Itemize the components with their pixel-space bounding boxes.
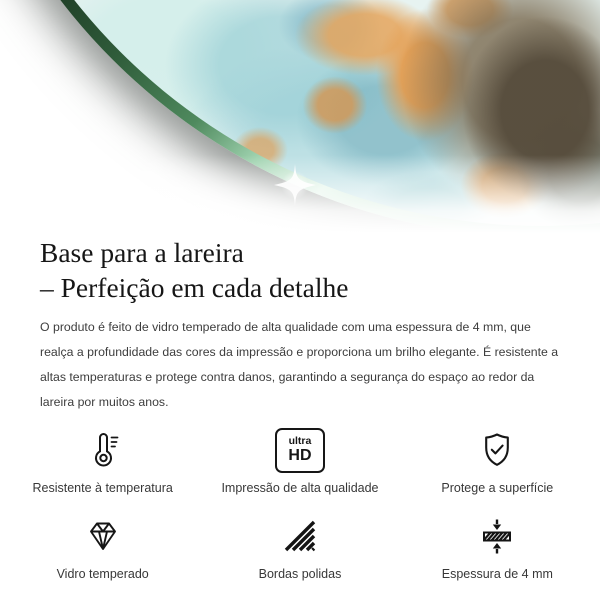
feature-temperature	[4, 427, 201, 495]
feature-polished-edges	[201, 513, 398, 581]
feature-label: Resistente à temperatura	[32, 481, 173, 495]
photo-bottom-fade	[0, 155, 600, 233]
feature-icon-box	[83, 427, 123, 473]
product-description: O produto é feito de vidro temperado de alta qualidade com uma espessura de 4 mm, que realça a profundidade das cores da impressão e proporciona um brilho elegante. É resistente a altas temperaturas e protege contra danos, garantindo a segurança do espaço ao redor da lareira por muitos anos.	[40, 320, 559, 409]
feature-thickness	[399, 513, 596, 581]
feature-icon-box	[83, 513, 123, 559]
thickness-4mm-icon	[477, 516, 517, 556]
feature-label: Vidro temperado	[56, 567, 149, 581]
ultra-hd-icon-text-top: ultra	[288, 435, 312, 448]
polished-edges-icon	[280, 516, 320, 556]
feature-tempered-glass	[4, 513, 201, 581]
page-title	[0, 235, 600, 305]
feature-icon-box	[275, 427, 325, 473]
ultra-hd-icon-text-bottom: HD	[288, 446, 312, 464]
feature-icon-box	[477, 427, 517, 473]
feature-surface-protection	[399, 427, 596, 495]
diamond-icon	[83, 516, 123, 556]
product-photo	[0, 0, 600, 233]
feature-label: Espessura de 4 mm	[441, 567, 553, 581]
feature-print-quality	[201, 427, 398, 495]
feature-label: Protege a superfície	[441, 481, 554, 495]
features-grid	[0, 427, 600, 581]
page-title-line1: Base para a lareira	[40, 237, 244, 268]
feature-label: Impressão de alta qualidade	[221, 481, 379, 495]
ultra-hd-icon	[275, 428, 325, 473]
thermometer-icon	[83, 430, 123, 470]
page-title-line2: – Perfeição em cada detalhe	[40, 272, 349, 303]
feature-icon-box	[280, 513, 320, 559]
feature-icon-box	[477, 513, 517, 559]
shield-check-icon	[477, 430, 517, 470]
feature-label: Bordas polidas	[258, 567, 342, 581]
